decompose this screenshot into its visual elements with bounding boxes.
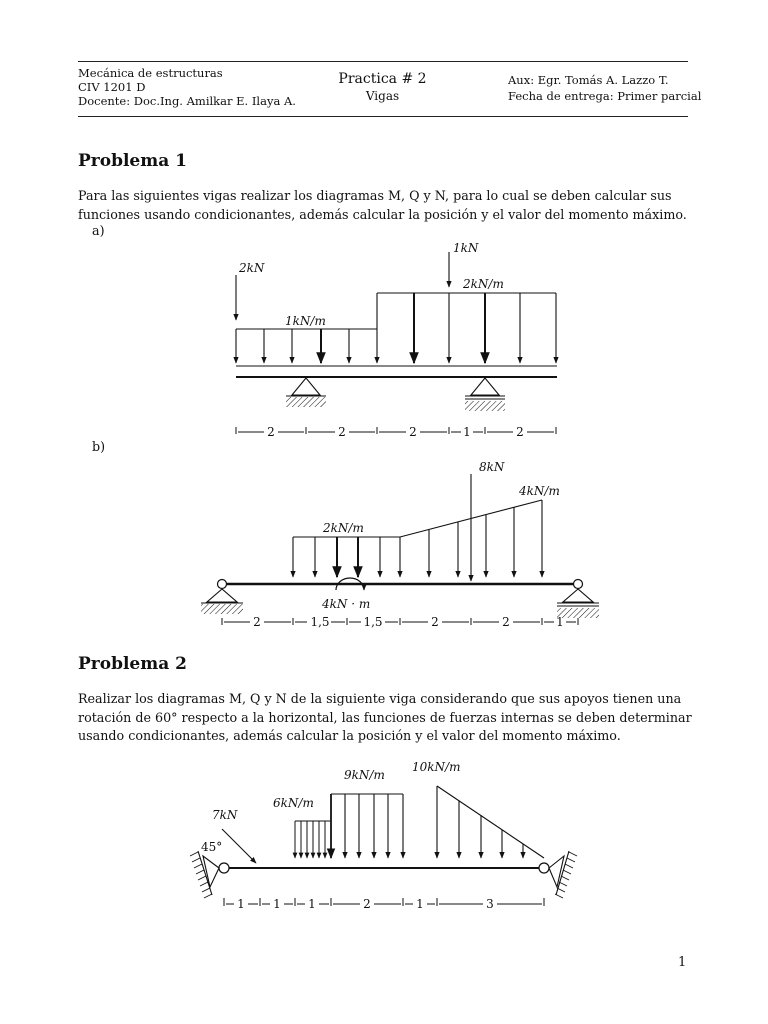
part-b-label: b) [92,439,106,454]
practice-topic: Vigas [365,89,400,103]
problem-1-text: Para las siguientes vigas realizar los diagramas M, Q y N, para lo cual se deben calcular sus funciones usando condicionantes, además calcular la posición y el valor del momento máximo. [78,188,687,222]
point-load-right-label: 1kN [453,241,479,255]
problem-1-heading: Problema 1 [78,151,187,171]
beam-2-diagram [0,755,768,915]
header-left [78,66,296,108]
span-b-5: 2 [502,615,510,629]
dimension-line-2 [224,898,544,906]
problem-2-heading: Problema 2 [78,654,187,674]
due-date: Fecha de entrega: Primer parcial [508,89,702,103]
beam-a [236,366,557,377]
span-2-1: 1 [237,897,245,911]
span-a-4: 1 [463,425,471,439]
span-a-5: 2 [516,425,524,439]
span-b-6: 1 [556,615,564,629]
header-top-rule [78,61,688,62]
span-a-2: 2 [338,425,346,439]
span-a-1: 2 [267,425,275,439]
span-b-1: 2 [253,615,261,629]
beam-a-diagram [0,235,768,445]
point-load-left-label: 2kN [239,261,265,275]
span-b-3: 1,5 [363,615,383,629]
practice-title: Practica # 2 [338,71,427,87]
span-a-3: 2 [409,425,417,439]
inclined-load-arrow [222,829,256,863]
point-load-8kn-label: 8kN [479,460,505,474]
header-right [508,72,701,104]
span-2-6: 3 [486,897,494,911]
teacher-name: Docente: Doc.Ing. Amilkar E. Ilaya A. [78,94,296,108]
support-b-right [557,580,599,619]
udl-right [377,293,556,363]
course-name: Mecánica de estructuras [78,66,223,80]
support-2-left [190,851,229,898]
span-2-3: 1 [308,897,316,911]
angle-label: 45° [201,840,223,854]
span-2-4: 2 [363,897,371,911]
span-b-2: 1,5 [310,615,330,629]
udl-6 [295,821,331,858]
course-code: CIV 1201 D [78,80,146,94]
udl-9 [331,794,403,858]
problem-2-text: Realizar los diagramas M, Q y N de la siguiente viga considerando que sus apoyos tienen una rotación de 60° respecto a la horizontal, las funciones de fuerzas internas se deben determinar usando condicionantes, además calcular la posición y el valor del momento máximo. [78,691,692,743]
udl-left-label: 1kN/m [285,314,326,328]
udl-b-label: 2kN/m [323,521,364,535]
triangular-load [437,786,544,858]
part-a-label: a) [92,223,105,238]
udl-right-label: 2kN/m [463,277,504,291]
span-2-2: 1 [273,897,281,911]
tri-load-label: 10kN/m [412,760,461,774]
moment-label: 4kN · m [322,597,371,611]
udl-6-label: 6kN/m [273,796,314,810]
header-bottom-rule [78,116,688,117]
assistant-name: Aux: Egr. Tomás A. Lazzo T. [508,73,669,87]
header-center [320,70,445,104]
span-b-4: 2 [431,615,439,629]
page-number: 1 [678,955,687,970]
dimension-line-b [222,618,578,625]
inclined-load-label: 7kN [212,808,238,822]
dimension-line-a [236,427,556,434]
span-2-5: 1 [416,897,424,911]
udl-left [236,293,377,363]
trapezoidal-load-label: 4kN/m [519,484,560,498]
udl-b [293,537,400,577]
support-a-right [465,378,505,411]
beam-b-diagram [0,450,768,640]
support-2-right [539,851,577,898]
udl-9-label: 9kN/m [344,768,385,782]
support-a-left [286,378,326,407]
